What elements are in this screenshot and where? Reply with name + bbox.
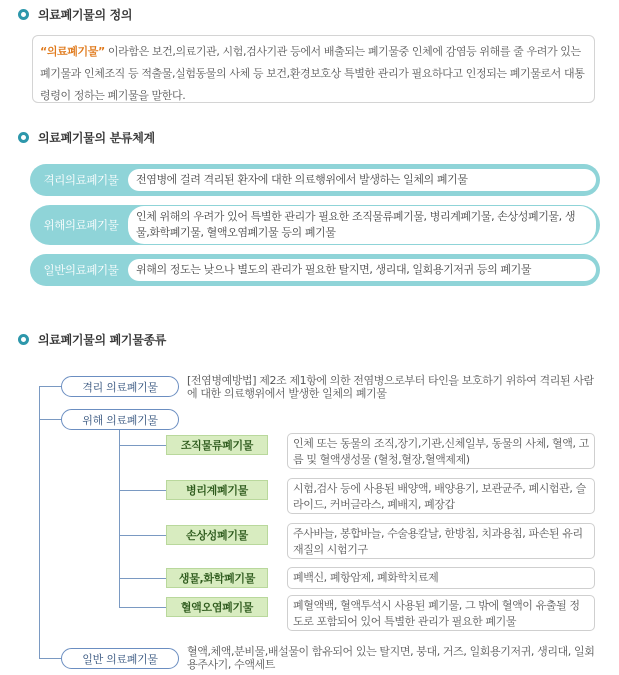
sub-kind-desc: 인체 또는 동물의 조직,장기,기관,신체일부, 동물의 사체, 혈액, 고름 및 혈액생성물 (혈청,혈장,혈액제제) xyxy=(287,433,595,469)
isolation-waste-pill: 격리 의료폐기물 xyxy=(61,376,179,397)
definition-text: 이라함은 보건,의료기관, 시험,검사기관 등에서 배출되는 폐기물중 인체에 감염등 위해를 줄 우려가 있는 폐기물과 인체조직 등 적출물,실험동물의 사체 등 보건,환경보호상 특별한 관리가 필요하다고 인정되는 폐기물로서 대통령령이 정하는 폐기물을 말한다. xyxy=(40,45,585,102)
definition-term: “의료폐기물” xyxy=(40,45,105,58)
general-waste-desc: 혈액,체액,분비물,배설물이 함유되어 있는 탈지면, 붕대, 거즈, 일회용기저귀, 생리대, 일회용주사기, 수액세트 xyxy=(187,645,595,671)
sub-tree-branch-line xyxy=(119,490,166,491)
classification-label: 일반의료폐기물 xyxy=(43,263,119,277)
classification-desc: 인체 위해의 우려가 있어 특별한 관리가 필요한 조직물류폐기물, 병리계폐기물, 손상성폐기물, 생물,화학폐기물, 혈액오염폐기물 등의 폐기물 xyxy=(128,206,596,244)
sub-tree-branch-line xyxy=(119,578,166,579)
sub-kind-label: 조직물류폐기물 xyxy=(166,435,268,455)
sub-kind-desc: 시험,검사 등에 사용된 배양액, 배양용기, 보관균주, 폐시험관, 슬라이드, 커버글라스, 폐배지, 폐장갑 xyxy=(287,478,595,514)
section-definition-header xyxy=(18,6,132,23)
section-title: 의료폐기물의 분류체계 xyxy=(38,131,155,145)
classification-row xyxy=(30,254,600,286)
classification-desc: 위해의 정도는 낮으나 별도의 관리가 필요한 탈지면, 생리대, 일회용기저귀 등의 폐기물 xyxy=(128,259,596,281)
hazard-waste-pill: 위해 의료폐기물 xyxy=(61,409,179,430)
sub-kind-desc: 폐혈액백, 혈액투석시 사용된 폐기물, 그 밖에 혈액이 유출될 정도로 포함되어 있어 특별한 관리가 필요한 폐기물 xyxy=(287,595,595,631)
classification-row xyxy=(30,205,600,245)
sub-kind-label: 병리계폐기물 xyxy=(166,480,268,500)
circle-bullet-icon xyxy=(18,9,29,20)
sub-kind-desc: 주사바늘, 봉합바늘, 수술용칼날, 한방침, 치과용침, 파손된 유리재질의 시험기구 xyxy=(287,523,595,559)
sub-kind-label: 생물,화학폐기물 xyxy=(166,568,268,588)
circle-bullet-icon xyxy=(18,132,29,143)
classification-row xyxy=(30,164,600,196)
general-waste-pill: 일반 의료폐기물 xyxy=(61,648,179,669)
definition-box xyxy=(32,35,595,103)
classification-desc: 전염병에 걸려 격리된 환자에 대한 의료행위에서 발생하는 일체의 폐기물 xyxy=(128,169,596,191)
tree-trunk-line xyxy=(39,386,40,658)
sub-tree-trunk-line xyxy=(119,429,120,607)
section-classification-header xyxy=(18,129,155,146)
tree-branch-line xyxy=(39,658,61,659)
section-kinds-header xyxy=(18,331,166,348)
tree-branch-line xyxy=(39,386,61,387)
isolation-waste-desc: [전염병예방법] 제2조 제1항에 의한 전염병으로부터 타인을 보호하기 위하여 격리된 사람에 대한 의료행위에서 발생한 일체의 폐기물 xyxy=(187,374,594,400)
classification-label: 위해의료폐기물 xyxy=(43,218,119,232)
section-title: 의료폐기물의 폐기물종류 xyxy=(38,333,167,347)
tree-branch-line xyxy=(39,419,61,420)
sub-tree-branch-line xyxy=(119,607,166,608)
circle-bullet-icon xyxy=(18,334,29,345)
classification-label: 격리의료폐기물 xyxy=(43,173,119,187)
sub-tree-branch-line xyxy=(119,535,166,536)
sub-kind-desc: 폐백신, 폐항암제, 폐화학치료제 xyxy=(287,567,595,589)
sub-kind-label: 손상성폐기물 xyxy=(166,525,268,545)
section-title: 의료폐기물의 정의 xyxy=(38,8,133,22)
sub-kind-label: 혈액오염폐기물 xyxy=(166,597,268,617)
sub-tree-branch-line xyxy=(119,445,166,446)
